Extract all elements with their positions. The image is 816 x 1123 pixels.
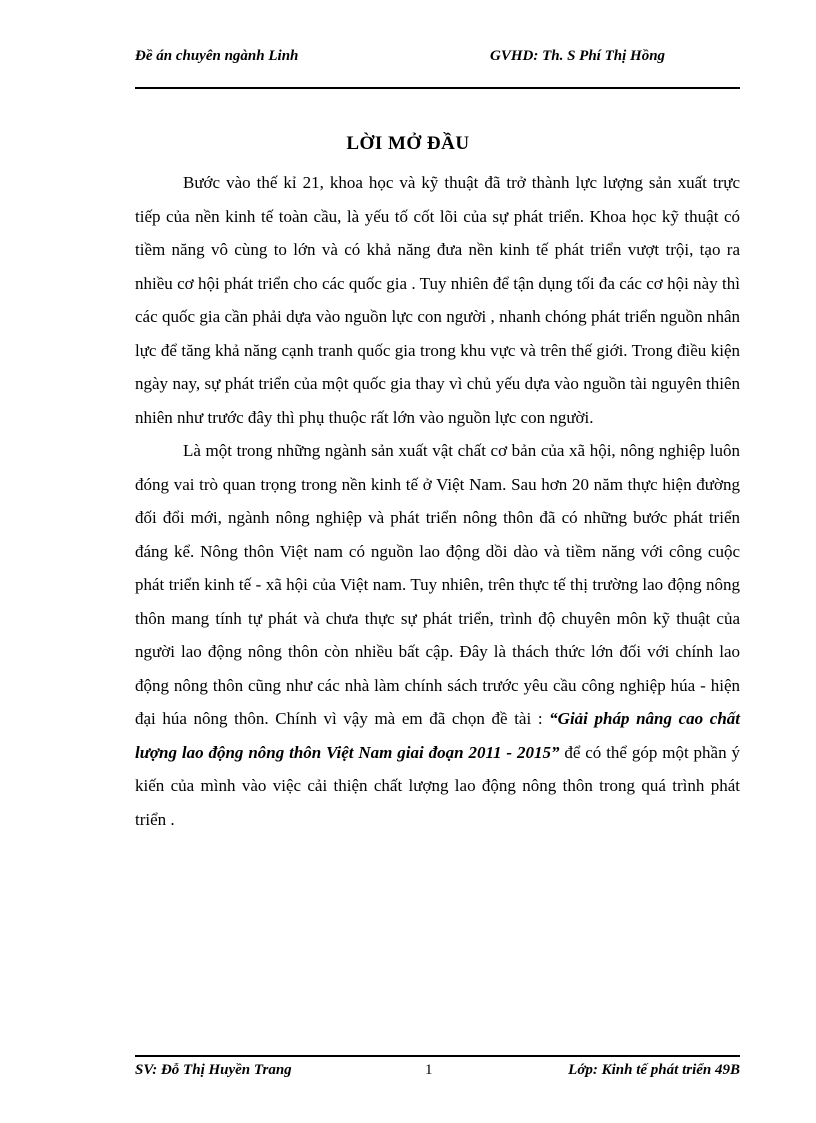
header-course-name: Đề án chuyên ngành Linh xyxy=(135,48,299,64)
body-text xyxy=(135,166,740,836)
paragraph-2-conclusion: để có thể góp một phần ý kiến của mình vào việc cải thiện chất lượng lao động nông thôn trong quá trình phát triển . xyxy=(135,742,740,829)
paragraph-2-intro: Là một trong những ngành sản xuất vật chất cơ bản của xã hội, nông nghiệp luôn đóng vai trò quan trọng trong nền kinh tế ở Việt Nam. Sau hơn 20 năm thực hiện đường đối đổi mới, ngành nông nghiệp và phát triển nông thôn đã có những bước phát triển đáng kể. Nông thôn Việt nam có nguồn lao động dồi dào và tiềm năng với công cuộc phát triển kinh tế - xã hội của Việt nam. Tuy nhiên, trên thực tế thị trường lao động nông thôn mang tính tự phát và chưa thực sự phát triển, trình độ chuyên môn kỹ thuật của người lao động nông thôn còn nhiều bất cập. Đây là thách thức lớn đối với chính lao động nông thôn cũng như các nhà làm chính sách trước yêu cầu công nghiệp húa - hiện đại húa nông thôn. Chính vì vậy mà em đã chọn đề tài : xyxy=(135,441,740,728)
page-number: 1 xyxy=(425,1062,433,1078)
footer-class: Lớp: Kinh tế phát triển 49B xyxy=(568,1062,740,1078)
header-divider xyxy=(135,87,740,89)
page-footer xyxy=(135,1060,740,1082)
thesis-topic: “Giải pháp nâng cao chất lượng lao động nông thôn Việt Nam giai đoạn 2011 - 2015” xyxy=(135,709,740,762)
paragraph-2 xyxy=(135,434,740,836)
page-title: LỜI MỞ ĐẦU xyxy=(346,133,470,154)
footer-student: SV: Đỗ Thị Huyền Trang xyxy=(135,1062,292,1078)
header-supervisor: GVHD: Th. S Phí Thị Hồng xyxy=(490,48,666,64)
page-header xyxy=(135,45,740,89)
footer-divider xyxy=(135,1055,740,1057)
paragraph-1: Bước vào thế kỉ 21, khoa học và kỹ thuật đã trở thành lực lượng sản xuất trực tiếp của nền kinh tế toàn cầu, là yếu tố cốt lõi của sự phát triển. Khoa học kỹ thuật có tiềm năng vô cùng to lớn và có khả năng đưa nền kinh tế phát triển vượt trội, tạo ra nhiều cơ hội phát triển cho các quốc gia . Tuy nhiên để tận dụng tối đa các cơ hội này thì các quốc gia cần phải dựa vào nguồn lực con người , nhanh chóng phát triển nguồn nhân lực để tăng khả năng cạnh tranh quốc gia trong khu vực và trên thế giới. Trong điều kiện ngày nay, sự phát triển của một quốc gia thay vì chủ yếu dựa vào nguồn tài nguyên thiên nhiên như trước đây thì phụ thuộc rất lớn vào nguồn lực con người. xyxy=(135,173,740,427)
